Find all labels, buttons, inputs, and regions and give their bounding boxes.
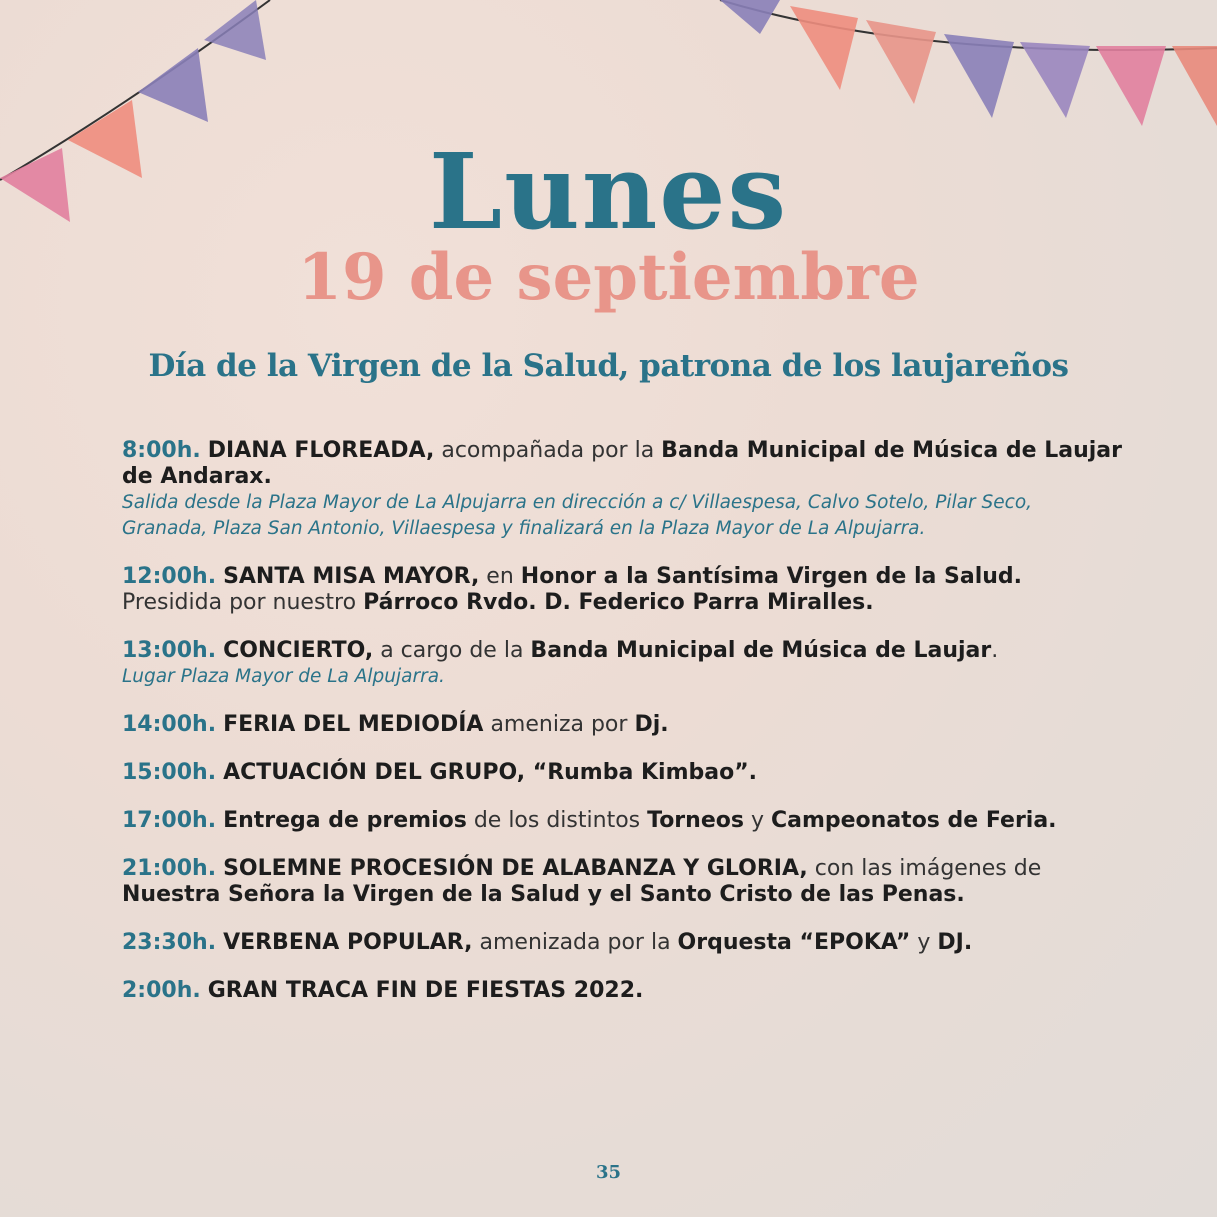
- event-time: 23:30h.: [122, 930, 217, 955]
- event-item: [122, 564, 1122, 616]
- event-time: 13:00h.: [122, 638, 217, 663]
- event-text: con las imágenes de: [807, 856, 1042, 881]
- event-time: 17:00h.: [122, 808, 217, 833]
- event-highlight: Banda Municipal de Música de Laujar: [530, 638, 992, 663]
- event-text: acompañada por la: [434, 438, 662, 463]
- event-title: ACTUACIÓN DEL GRUPO, “Rumba Kimbao”.: [223, 760, 758, 785]
- event-text: de los distintos: [466, 808, 648, 833]
- event-text: a cargo de la: [373, 638, 531, 663]
- event-title: DIANA FLOREADA,: [207, 438, 435, 463]
- event-title: VERBENA POPULAR,: [223, 930, 473, 955]
- event-text: amenizada por la: [472, 930, 678, 955]
- event-title: FERIA DEL MEDIODÍA: [223, 712, 484, 737]
- page-title: Lunes: [428, 130, 789, 253]
- page-subtitle: Día de la Virgen de la Salud, patrona de los laujareños: [148, 348, 1069, 384]
- event-time: 2:00h.: [122, 978, 201, 1003]
- event-highlight: Orquesta “EPOKA”: [677, 930, 911, 955]
- event-text: ameniza por: [483, 712, 635, 737]
- event-highlight: Dj.: [634, 712, 669, 737]
- event-highlight: Nuestra Señora la Virgen de la Salud y el Santo Cristo de las Penas.: [122, 882, 965, 907]
- event-title: SANTA MISA MAYOR,: [223, 564, 480, 589]
- event-text: Presidida por nuestro: [122, 590, 364, 615]
- event-text: .: [991, 638, 999, 663]
- event-item: [122, 930, 1122, 956]
- event-highlight: Campeonatos de Feria.: [770, 808, 1057, 833]
- event-text: y: [910, 930, 938, 955]
- event-title: SOLEMNE PROCESIÓN DE ALABANZA Y GLORIA,: [223, 856, 808, 881]
- event-highlight: DJ.: [937, 930, 973, 955]
- event-item: [122, 638, 1122, 690]
- event-time: 12:00h.: [122, 564, 217, 589]
- event-item: [122, 760, 1122, 786]
- event-title: CONCIERTO,: [223, 638, 374, 663]
- event-note: Lugar Plaza Mayor de La Alpujarra.: [122, 666, 445, 687]
- event-item: [122, 712, 1122, 738]
- event-time: 8:00h.: [122, 438, 201, 463]
- event-time: 15:00h.: [122, 760, 217, 785]
- event-item: [122, 856, 1122, 908]
- page-date: 19 de septiembre: [297, 240, 920, 315]
- event-highlight: Párroco Rvdo. D. Federico Parra Miralles.: [363, 590, 874, 615]
- event-text: en: [479, 564, 521, 589]
- event-highlight: Torneos: [647, 808, 744, 833]
- event-time: 21:00h.: [122, 856, 217, 881]
- event-text: y: [743, 808, 771, 833]
- event-highlight: Honor a la Santísima Virgen de la Salud.: [520, 564, 1023, 589]
- page-number: 35: [595, 1162, 622, 1183]
- event-title: GRAN TRACA FIN DE FIESTAS 2022.: [207, 978, 644, 1003]
- event-title: Entrega de premios: [223, 808, 467, 833]
- event-highlight: Banda Municipal de Música de Laujar de Andarax.: [122, 438, 1122, 489]
- event-list: [122, 438, 1122, 1026]
- event-item: [122, 808, 1122, 834]
- event-note: Salida desde la Plaza Mayor de La Alpujarra en dirección a c/ Villaespesa, Calvo Sotelo, Pilar Seco, Granada, Plaza San Antonio, Villaespesa y finalizará en la Plaza Mayor de La Alpujarra.: [122, 492, 1033, 539]
- event-time: 14:00h.: [122, 712, 217, 737]
- event-item: [122, 438, 1122, 542]
- event-item: [122, 978, 1122, 1004]
